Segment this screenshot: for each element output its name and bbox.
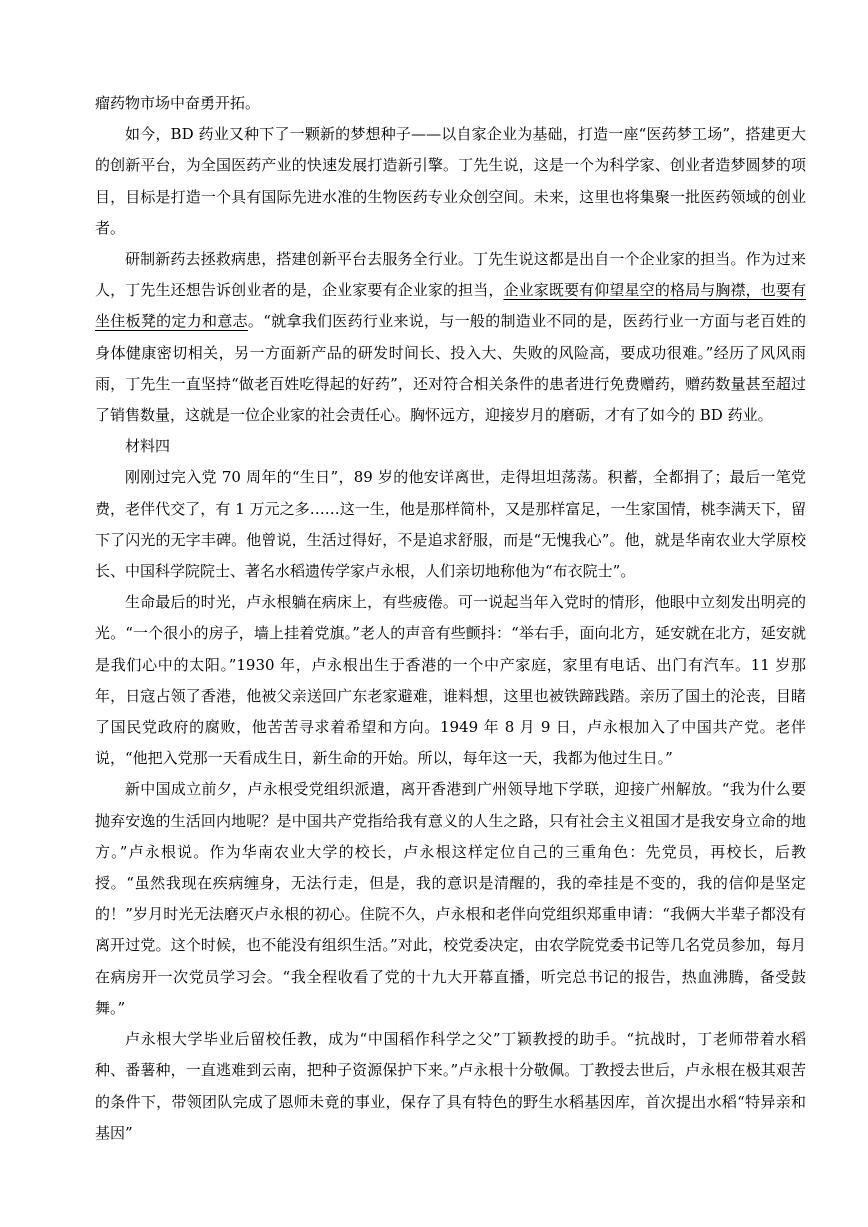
paragraph-lu-yonggen-party: 生命最后的时光，卢永根躺在病床上，有些疲倦。可一说起当年入党时的情形，他眼中立刻发出明亮的光。“一个很小的房子，墙上挂着党旗。”老人的声音有些颤抖：“举右手，面向北方，延安就在北方，延安就是我们心中的太阳。”1930 年，卢永根出生于香港的一个中产家庭，家里有电话、出门有汽车。11 岁那年，日寇占领了香港，他被父亲送回广东老家避难，谁料想，这里也被铁蹄践踏。亲历了国土的沦丧，目睹了国民党政府的腐败，他苦苦寻求着希望和方向。1949 年 8 月 9 日，卢永根加入了中国共产党。老伴说，“他把入党那一天看成生日，新生命的开始。所以，每年这一天，我都为他过生日。” bbox=[95, 593, 806, 768]
paragraph-continuation: 瘤药物市场中奋勇开拓。 bbox=[95, 94, 261, 112]
paragraph-dream-factory: 如今，BD 药业又种下了一颗新的梦想种子——以自家企业为基础，打造一座“医药梦工场”，搭建更大的创新平台，为全国医药产业的快速发展打造新引擎。丁先生说，这是一个为科学家、创业者造梦圆梦的项目，目标是打造一个具有国际先进水准的生物医药专业众创空间。未来，这里也将集聚一批医药领域的创业者。 bbox=[95, 125, 806, 237]
document-body bbox=[95, 88, 806, 1149]
paragraph-text-after: 。“就拿我们医药行业来说，与一般的制造业不同的是，医药行业一方面与老百姓的身体健康密切相关，另一方面新产品的研发时间长、投入大、失败的风险高，要成功很难。”经历了风风雨雨，丁先生一直坚持“做老百姓吃得起的好药”，还对符合相关条件的患者进行免费赠药，赠药数量甚至超过了销售数量，这就是一位企业家的社会责任心。胸怀远方，迎接岁月的磨砺，才有了如今的 BD 药业。 bbox=[95, 312, 806, 425]
underlined-sentence: 企业家既要有仰望星空的格局与胸襟，也要有坐住板凳的定力和意志 bbox=[95, 281, 806, 331]
paragraph-text-before: 研制新药去拯救病患，搭建创新平台去服务全行业。丁先生说这都是出自一个企业家的担当。作为过来人，丁先生还想告诉创业者的是，企业家要有企业家的担当， bbox=[95, 250, 806, 300]
section-heading: 材料四 bbox=[125, 437, 171, 456]
paragraph-lu-yonggen-intro: 刚刚过完入党 70 周年的“生日”，89 岁的他安详离世，走得坦坦荡荡。积蓄，全都捐了；最后一笔党费，老伴代交了，有 1 万元之多……这一生，他是那样简朴，又是那样富足，一生家国情，桃李满天下，留下了闪光的无字丰碑。他曾说，生活过得好，不是追求舒服，而是“无愧我心”。他，就是华南农业大学原校长、中国科学院院士、著名水稻遗传学家卢永根，人们亲切地称他为“布衣院士”。 bbox=[95, 468, 806, 581]
paragraph-entrepreneur bbox=[95, 244, 806, 431]
paragraph-lu-yonggen-roles: 新中国成立前夕，卢永根受党组织派遣，离开香港到广州领导地下学联，迎接广州解放。“我为什么要抛弃安逸的生活回内地呢？是中国共产党指给我有意义的人生之路，只有社会主义祖国才是我安身立命的地方。”卢永根说。作为华南农业大学的校长，卢永根这样定位自己的三重角色：先党员，再校长，后教授。“虽然我现在疾病缠身，无法行走，但是，我的意识是清醒的，我的牵挂是不变的，我的信仰是坚定的！”岁月时光无法磨灭卢永根的初心。住院不久，卢永根和老伴向党组织郑重申请：“我俩大半辈子都没有离开过党。这个时候，也不能没有组织生活。”对此，校党委决定，由农学院党委书记等几名党员参加，每月在病房开一次党员学习会。“我全程收看了党的十九大开幕直播，听完总书记的报告，热血沸腾，备受鼓舞。” bbox=[95, 780, 806, 1017]
paragraph-lu-yonggen-research: 卢永根大学毕业后留校任教，成为“中国稻作科学之父”丁颖教授的助手。“抗战时，丁老师带着水稻种、番薯种，一直逃难到云南，把种子资源保护下来。”卢永根十分敬佩。丁教授去世后，卢永根在极其艰苦的条件下，带领团队完成了恩师未竟的事业，保存了具有特色的野生水稻基因库，首次提出水稻“特异亲和基因” bbox=[95, 1030, 806, 1142]
